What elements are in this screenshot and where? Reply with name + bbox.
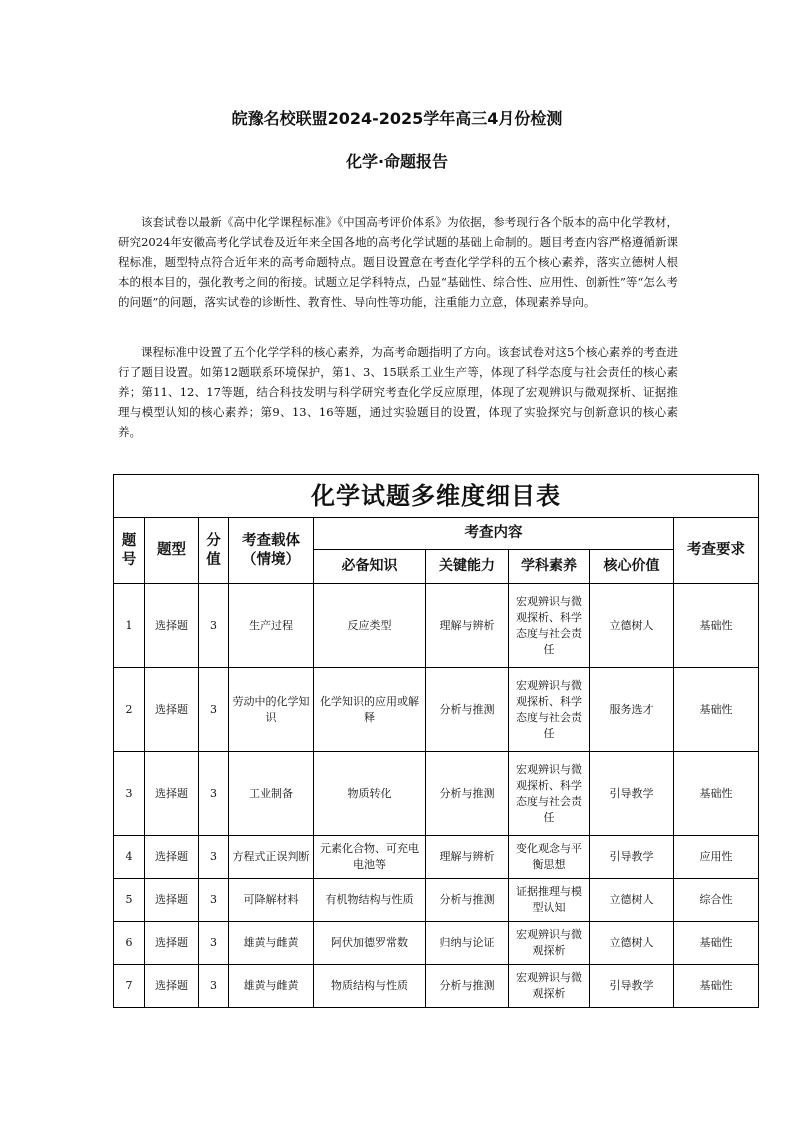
cell-requirement: 应用性 [674, 836, 759, 879]
cell-knowledge: 反应类型 [314, 584, 426, 668]
cell-type: 选择题 [145, 836, 199, 879]
cell-literacy: 宏观辨识与微观探析、科学态度与社会责任 [509, 752, 590, 836]
cell-value: 引导教学 [590, 752, 674, 836]
cell-value: 引导教学 [590, 965, 674, 1008]
cell-carrier: 可降解材料 [229, 879, 314, 922]
intro-paragraph: 该套试卷以最新《高中化学课程标准》《中国高考评价体系》为依据，参考现行各个版本的高中化学教材，研究2024年安徽高考化学试卷及近年来全国各地的高考化学试题的基础上命制的。题目考查内容严格遵循新课程标准，题型特点符合近年来的高考命题特点。题目设置意在考查化学学科的五个核心素养，落实立德树人根本的根本目的，强化教考之间的衔接。试题立足学科特点，凸显“基础性、综合性、应用性、创新性”等“怎么考的问题”的问题，落实试卷的诊断性、教育性、导向性等功能，注重能力立意，体现素养导向。 [118, 214, 678, 309]
cell-num: 5 [114, 879, 145, 922]
header-carrier: 考查载体（情境） [229, 518, 314, 584]
cell-num: 4 [114, 836, 145, 879]
cell-value: 立德树人 [590, 922, 674, 965]
cell-score: 3 [199, 584, 229, 668]
table-row [114, 965, 759, 1008]
header-num: 题号 [114, 518, 145, 584]
cell-type: 选择题 [145, 922, 199, 965]
document-title: 皖豫名校联盟2024-2025学年高三4月份检测 [231, 109, 563, 128]
header-type: 题型 [145, 518, 199, 584]
cell-score: 3 [199, 879, 229, 922]
cell-type: 选择题 [145, 668, 199, 752]
cell-num: 3 [114, 752, 145, 836]
cell-carrier: 雄黄与雌黄 [229, 965, 314, 1008]
cell-literacy: 宏观辨识与微观探析、科学态度与社会责任 [509, 668, 590, 752]
header-requirement: 考查要求 [674, 518, 759, 584]
cell-knowledge: 物质转化 [314, 752, 426, 836]
cell-score: 3 [199, 836, 229, 879]
header-score: 分值 [199, 518, 229, 584]
cell-num: 1 [114, 584, 145, 668]
cell-literacy: 宏观辨识与微观探析、科学态度与社会责任 [509, 584, 590, 668]
core-literacy-paragraph: 课程标准中设置了五个化学学科的核心素养，为高考命题指明了方向。该套试卷对这5个核心素养的考查进行了题目设置。如第12题联系环境保护，第1、3、15联系工业生产等，体现了科学态度与社会责任的核心素养；第11、12、17等题，结合科技发明与科学研究考查化学反应原理，体现了宏观辨识与微观探析、证据推理与模型认知的核心素养；第9、13、16等题，通过实验题目的设置，体现了实验探究与创新意识的核心素养。 [118, 344, 678, 439]
cell-knowledge: 化学知识的应用或解释 [314, 668, 426, 752]
cell-requirement: 基础性 [674, 584, 759, 668]
cell-ability: 理解与辨析 [426, 584, 509, 668]
cell-knowledge: 物质结构与性质 [314, 965, 426, 1008]
cell-requirement: 基础性 [674, 668, 759, 752]
cell-score: 3 [199, 668, 229, 752]
cell-score: 3 [199, 965, 229, 1008]
cell-carrier: 工业制备 [229, 752, 314, 836]
cell-carrier: 雄黄与雌黄 [229, 922, 314, 965]
cell-literacy: 变化观念与平衡思想 [509, 836, 590, 879]
cell-requirement: 基础性 [674, 752, 759, 836]
cell-carrier: 方程式正误判断 [229, 836, 314, 879]
cell-knowledge: 有机物结构与性质 [314, 879, 426, 922]
cell-type: 选择题 [145, 584, 199, 668]
table-row [114, 584, 759, 668]
header-value: 核心价值 [590, 550, 674, 584]
cell-ability: 分析与推测 [426, 752, 509, 836]
cell-score: 3 [199, 752, 229, 836]
cell-knowledge: 阿伏加德罗常数 [314, 922, 426, 965]
cell-ability: 理解与辨析 [426, 836, 509, 879]
cell-requirement: 基础性 [674, 922, 759, 965]
table-row [114, 668, 759, 752]
cell-type: 选择题 [145, 879, 199, 922]
cell-literacy: 宏观辨识与微观探析 [509, 965, 590, 1008]
cell-literacy: 宏观辨识与微观探析 [509, 922, 590, 965]
header-literacy: 学科素养 [509, 550, 590, 584]
cell-ability: 分析与推测 [426, 965, 509, 1008]
cell-requirement: 基础性 [674, 965, 759, 1008]
cell-ability: 分析与推测 [426, 668, 509, 752]
table-row [114, 836, 759, 879]
cell-num: 6 [114, 922, 145, 965]
cell-knowledge: 元素化合物、可充电电池等 [314, 836, 426, 879]
cell-carrier: 生产过程 [229, 584, 314, 668]
cell-type: 选择题 [145, 752, 199, 836]
header-ability: 关键能力 [426, 550, 509, 584]
cell-ability: 归纳与论证 [426, 922, 509, 965]
table-row [114, 752, 759, 836]
cell-value: 立德树人 [590, 584, 674, 668]
header-content: 考查内容 [314, 518, 674, 550]
cell-ability: 分析与推测 [426, 879, 509, 922]
cell-carrier: 劳动中的化学知识 [229, 668, 314, 752]
table-title: 化学试题多维度细目表 [114, 475, 759, 518]
cell-type: 选择题 [145, 965, 199, 1008]
cell-value: 立德树人 [590, 879, 674, 922]
cell-literacy: 证据推理与模型认知 [509, 879, 590, 922]
document-subtitle: 化学·命题报告 [345, 152, 449, 171]
table-row [114, 879, 759, 922]
cell-num: 2 [114, 668, 145, 752]
cell-value: 引导教学 [590, 836, 674, 879]
detail-table [113, 474, 759, 1008]
cell-value: 服务选才 [590, 668, 674, 752]
cell-score: 3 [199, 922, 229, 965]
header-knowledge: 必备知识 [314, 550, 426, 584]
table-row [114, 922, 759, 965]
cell-requirement: 综合性 [674, 879, 759, 922]
cell-num: 7 [114, 965, 145, 1008]
